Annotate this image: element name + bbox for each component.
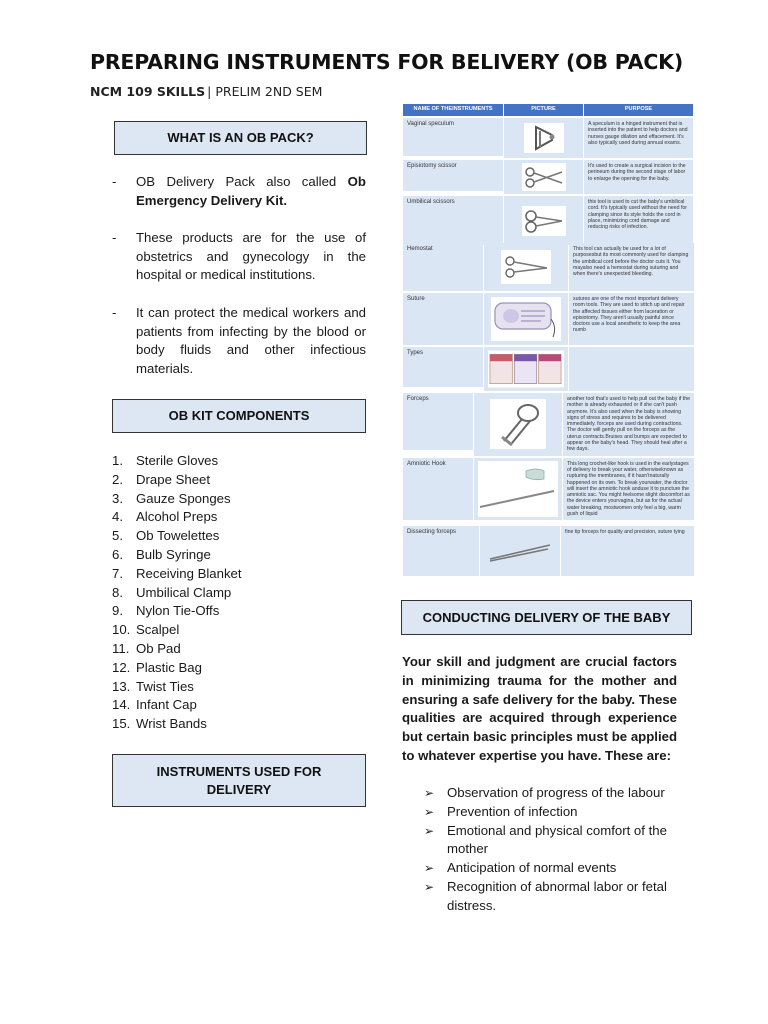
instrument-purpose (569, 347, 694, 391)
list-item: 3. Gauze Sponges (112, 490, 231, 506)
list-item: ➢ Observation of progress of the labour (424, 784, 682, 803)
section-heading-conducting-delivery (401, 600, 692, 635)
suture-icon (484, 293, 568, 345)
list-item: 4. Alcohol Preps (112, 509, 218, 525)
list-item: 1. Sterile Gloves (112, 453, 219, 468)
instruments-table-part-1 (403, 104, 693, 245)
instrument-name: Episiotomy scissor (403, 160, 503, 191)
list-item: ➢ Emotional and physical comfort of the mother (424, 822, 682, 860)
section-heading-ob-pack (114, 121, 367, 155)
suture-packs-icon (484, 347, 568, 391)
delivery-paragraph: Your skill and judgment are crucial factors in minimizing trauma for the mother and ensuring a safe delivery for the baby. These qualities are acquired through experience but certain basic principles must be applied to whatever expertise you have. These are: (402, 654, 677, 763)
forceps-icon (474, 393, 562, 456)
list-item: 10. Scalpel (112, 622, 180, 638)
section-heading-line: INSTRUMENTS USED FOR (156, 763, 322, 779)
instrument-purpose: This tool can actually be used for a lot of purposesbut its most commonly used for clamping the umbilical cord before the doctor cuts it. You mayalso need a hemostat during suturing and when there's unexpected bleeding. (569, 243, 694, 291)
list-item: ➢ Anticipation of normal events (424, 859, 682, 878)
list-item: 9. Nylon Tie-Offs (112, 603, 220, 619)
term-label: PRELIM 2ND SEM (215, 84, 323, 99)
instruments-table-part-4 (403, 526, 694, 576)
list-item: 8. Umbilical Clamp (112, 584, 232, 600)
bullet-bold-text: Ob (347, 174, 366, 189)
scissors-icon (504, 196, 583, 245)
list-item: 7. Receiving Blanket (112, 565, 242, 581)
kit-components-list (112, 452, 242, 734)
instrument-purpose: this tool is used to cut the baby's umbilical cord. It's typically used without the need for clamping since its style holds the cord in place, minimizing cord damage and reducing risks of infection. (584, 196, 693, 245)
list-item: - These products are for the use of obstetrics and gynecology in the hospital or medical institutions. (112, 229, 366, 285)
scissors-icon (504, 160, 583, 194)
section-heading-line: DELIVERY (206, 781, 272, 797)
list-item: 12. Plastic Bag (112, 659, 202, 675)
list-item: - It can protect the medical workers and patients from infecting by the blood or body fluids and other infectious materials. (112, 304, 366, 378)
delivery-principles-list (424, 784, 682, 916)
list-item: 6. Bulb Syringe (112, 546, 211, 562)
instrument-name: Types (403, 347, 483, 387)
section-heading-instruments (112, 754, 366, 807)
subtitle-separator: | (207, 84, 212, 99)
list-item: ➢ Recognition of abnormal labor or fetal distress. (424, 878, 682, 916)
section-heading-text: CONDUCTING DELIVERY OF THE BABY (422, 609, 671, 625)
instrument-name: Suture (403, 293, 483, 345)
speculum-icon (504, 118, 583, 158)
hemostat-icon (484, 243, 568, 291)
instrument-name: Amniotic Hook (403, 458, 473, 520)
list-item: 13. Twist Ties (112, 678, 194, 694)
instrument-purpose: This long crochet-like hook is used in the earlystages of delivery to break your water, otherwiseknown as rupturing the membranes, if it hasn'tnaturally happened on its own. To break yourwater, the doctor will insert the amniotic hook anduse it to puncture the amniotic sac. You might feelsome slight discomfort as the device enters yourvagina, but as for the actual water breaking, mostwomen only feel a big, warm gush of liquid (563, 458, 694, 521)
instruments-table-part-2 (403, 243, 694, 391)
instrument-name: Dissecting forceps (403, 526, 479, 576)
instrument-name: Vaginal speculum (403, 118, 503, 156)
table-header: NAME OF THEINSTRUMENTS (403, 104, 503, 116)
instrument-name: Hemostat (403, 243, 483, 291)
table-header: PICTURE (504, 104, 583, 116)
instrument-name: Umbilical scissors (403, 196, 503, 245)
list-item: 5. Ob Towelettes (112, 528, 220, 544)
instrument-purpose: sutures are one of the most important delivery room tools. They are used to stitch up and repair the affected tissues either from laceration or episiotomy. They aren't usually painful since doctors use a local anesthetic to keep the area numb (569, 293, 694, 345)
bullet-bold-text: Emergency Delivery Kit. (136, 192, 287, 208)
page-subtitle (90, 84, 322, 99)
amniotic-hook-icon (474, 458, 562, 521)
instrument-purpose: another tool that's used to help pull out the baby if the mother is already exhausted or if she can't push anymore. It's also used when the baby is showing signs of stress and requires to be delivered immediately. forceps are used during contractions. The doctor will gently pull on the forceps as the uterus contracts.Bruises and bumps are expected to appear on the baby's head. They should heal after a few days. (563, 393, 694, 456)
instrument-purpose: A speculum is a hinged instrument that is inserted into the patient to help doctors and nurses gauge dilation and effacement. It's also typically used during annual exams. (584, 118, 693, 158)
section-heading-text: OB KIT COMPONENTS (168, 408, 310, 423)
list-item: 2. Drape Sheet (112, 471, 211, 487)
ob-pack-bullets (112, 173, 366, 397)
instrument-purpose: fine tip forceps for quality and precision, suture tying (561, 526, 694, 576)
instrument-name: Forceps (403, 393, 473, 450)
bullet-text: OB Delivery Pack also called (136, 174, 348, 189)
list-item: 15. Wrist Bands (112, 716, 207, 732)
table-header: PURPOSE (584, 104, 693, 116)
instrument-purpose: It's used to create a surgical incision to the perineum during the second stage of labor to enlarge the opening for the baby. (584, 160, 693, 194)
tweezers-icon (480, 526, 560, 576)
section-heading-kit-components (112, 399, 366, 433)
list-item: ➢ Prevention of infection (424, 803, 682, 822)
page-title: PREPARING INSTRUMENTS FOR BELIVERY (OB PACK) (90, 50, 684, 74)
course-code: NCM 109 SKILLS (90, 84, 206, 99)
list-item: 14. Infant Cap (112, 697, 197, 713)
section-heading-text: WHAT IS AN OB PACK? (167, 130, 314, 145)
list-item: 11. Ob Pad (112, 640, 181, 656)
instruments-table-part-3 (403, 393, 694, 520)
list-item (112, 173, 366, 210)
